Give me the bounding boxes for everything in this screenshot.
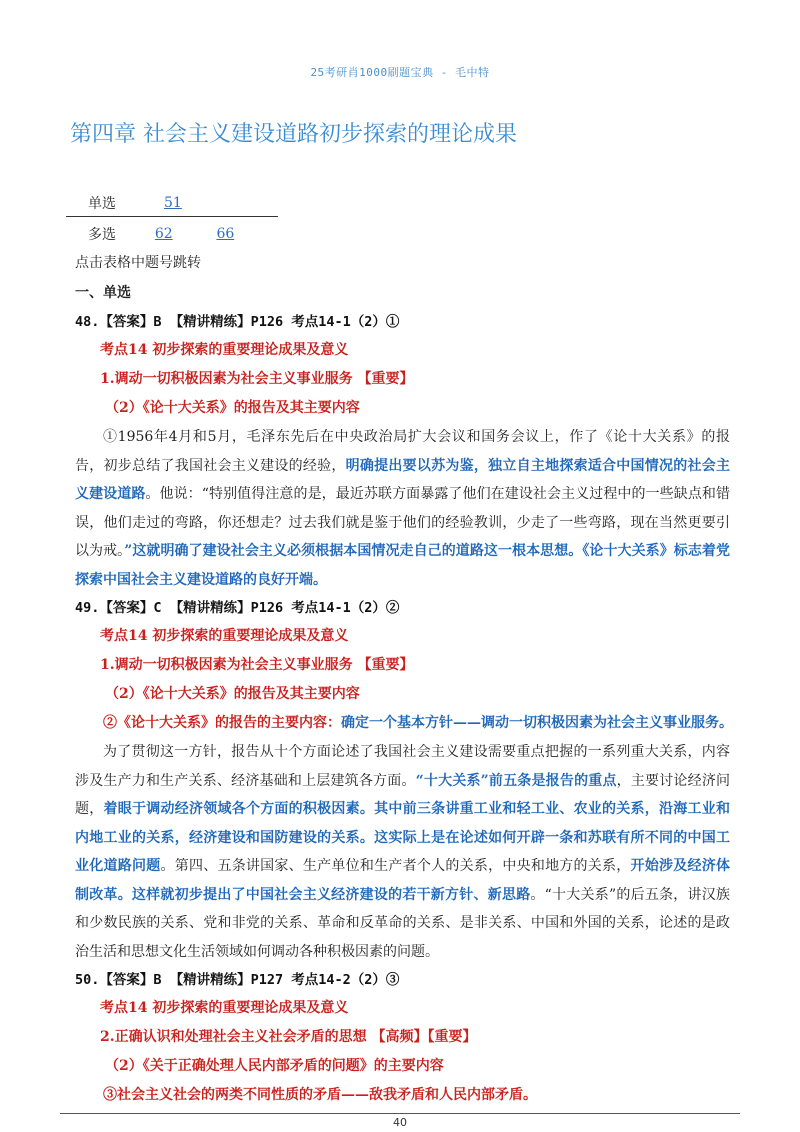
section-title: 一、单选 xyxy=(75,285,131,301)
knowledge-item: 1.调动一切积极因素为社会主义事业服务 【重要】 xyxy=(100,657,414,673)
answer-line-49: 49.【答案】C 【精讲精练】P126 考点14-1（2）② xyxy=(75,600,400,616)
highlight-text: “十大关系”前五条是报告的重点 xyxy=(415,772,617,789)
jump-table-label: 单选 xyxy=(88,196,116,212)
knowledge-point: 考点14 初步探索的重要理论成果及意义 xyxy=(100,1000,349,1016)
knowledge-item: 1.调动一切积极因素为社会主义事业服务 【重要】 xyxy=(100,371,414,387)
jump-table xyxy=(66,190,278,247)
text-segment: ②《论十大关系》的报告的主要内容： xyxy=(103,715,341,731)
knowledge-point: 考点14 初步探索的重要理论成果及意义 xyxy=(100,342,349,358)
knowledge-point: 考点14 初步探索的重要理论成果及意义 xyxy=(100,628,349,644)
jump-table-row-multi xyxy=(66,221,278,247)
highlight-text: ”这就明确了建设社会主义必须根据本国情况走自己的道路这一根本思想。《论十大关系》标志着党探索中国社会主义建设道路的良好开端。 xyxy=(75,543,730,588)
running-header: 25考研肖1000刷题宝典 - 毛中特 xyxy=(310,66,490,79)
text-segment: ①1956年4月和5月，毛泽东先后在中央政治局扩大会议和国务会议上，作了《论十大关系》的报告，初步总结了我国社会主义建设的经验， xyxy=(75,429,730,474)
highlight-text: 开始涉及经济体制改革。这样就初步提出了中国社会主义经济建设的若干新方针、新思路 xyxy=(75,858,731,903)
answer-content xyxy=(75,308,733,1110)
knowledge-detail xyxy=(75,709,733,738)
answer-line-48: 48.【答案】B 【精讲精练】P126 考点14-1（2）① xyxy=(75,314,400,330)
knowledge-detail: ③社会主义社会的两类不同性质的矛盾——敌我矛盾和人民内部矛盾。 xyxy=(103,1087,537,1103)
text-segment: 。他说：“特别值得注意的是，最近苏联方面暴露了他们在建设社会主义过程中的一些缺点和错误，他们走过的弯路，你还想走？过去我们就是鉴于他们的经验教训，少走了一些弯路，现在当然更要引以为戒。 xyxy=(75,486,731,559)
text-segment: 。“十大关系”的后五条，讲汉族和少数民族的关系、党和非党的关系、革命和反革命的关系、是非关系、中国和外国的关系，论述的是政治生活和思想文化生活领域如何调动各种积极因素的问题。 xyxy=(75,886,730,960)
question-link-62[interactable]: 62 xyxy=(154,226,173,242)
knowledge-subitem: （2）《论十大关系》的报告及其主要内容 xyxy=(105,686,360,702)
text-segment: 为了贯彻这一方针，报告从十个方面论述了我国社会主义建设需要重点把握的一系列重大关系，内容涉及生产力和生产关系、经济基础和上层建筑各方面。 xyxy=(75,744,730,789)
highlight-text: 明确提出要以苏为鉴，独立自主地探索适合中国情况的社会主义建设道路 xyxy=(75,457,731,502)
knowledge-item: 2.正确认识和处理社会主义社会矛盾的思想 【高频】【重要】 xyxy=(100,1029,477,1045)
explanation-paragraph xyxy=(75,738,730,966)
text-segment: 。第四、五条讲国家、生产单位和生产者个人的关系，中央和地方的关系， xyxy=(160,858,631,874)
jump-table-row-single xyxy=(66,190,278,217)
text-segment: ，主要讨论经济问题， xyxy=(75,772,731,817)
footer-divider xyxy=(60,1113,740,1114)
answer-line-50: 50.【答案】B 【精讲精练】P127 考点14-2（2）③ xyxy=(75,972,400,988)
highlight-text: 确定一个基本方针——调动一切积极因素为社会主义事业服务。 xyxy=(341,715,733,731)
knowledge-subitem: （2）《论十大关系》的报告及其主要内容 xyxy=(105,400,360,416)
question-link-66[interactable]: 66 xyxy=(216,226,235,242)
jump-table-label: 多选 xyxy=(88,227,116,243)
page-number: 40 xyxy=(393,1116,407,1129)
knowledge-subitem: （2）《关于正确处理人民内部矛盾的问题》的主要内容 xyxy=(105,1058,444,1074)
chapter-title: 第四章 社会主义建设道路初步探索的理论成果 xyxy=(70,122,517,147)
jump-note: 点击表格中题号跳转 xyxy=(75,255,201,271)
highlight-text: 着眼于调动经济领域各个方面的积极因素。其中前三条讲重工业和轻工业、农业的关系，沿海工业和内地工业的关系，经济建设和国防建设的关系。这实际上是在论述如何开辟一条和苏联有所不同的中国工业化道路问题 xyxy=(75,801,731,874)
question-link-51[interactable]: 51 xyxy=(164,195,182,211)
explanation-paragraph xyxy=(75,423,730,594)
